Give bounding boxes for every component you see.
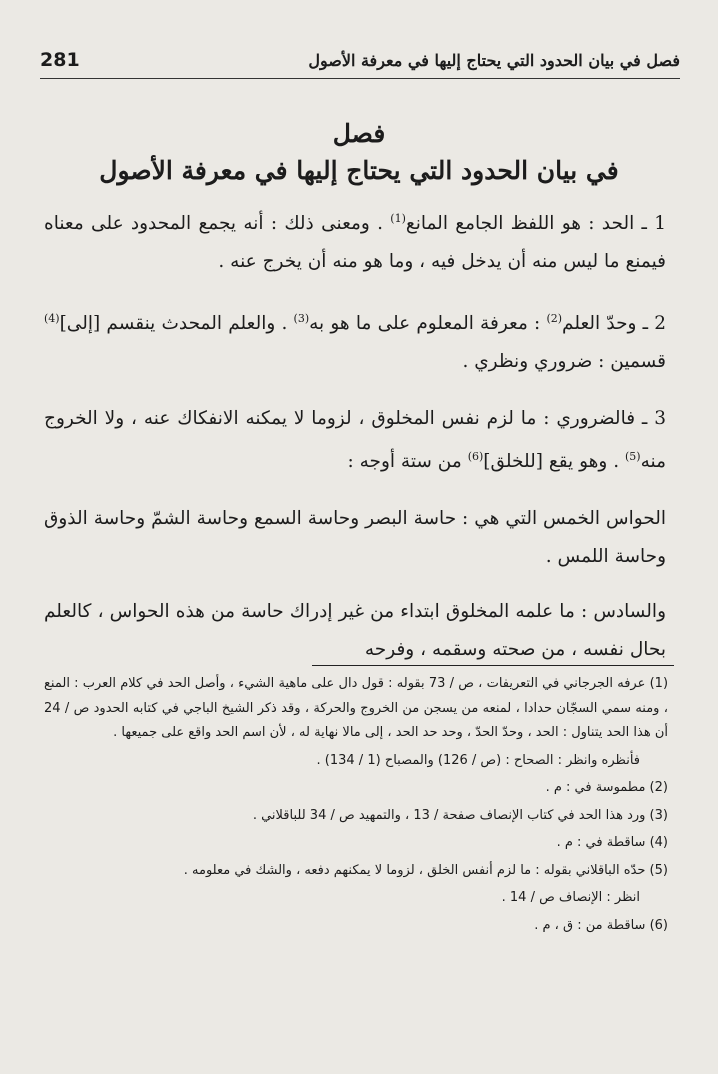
footnote-4: (4) ساقطة في : م . — [556, 835, 668, 850]
footnote-ref: (5) — [624, 449, 641, 463]
paragraph-sixth: والسادس : ما علمه المخلوق ابتداء من غير إدراك حاسة من هذه الحواس ، كالعلم بحال نفسه ، من صحته وسقمه ، وفرحه — [44, 601, 666, 660]
footnote-1-continuation: فأنظره وانظر : الصحاح : (ص / 126) والمصباح (1 / 134) . — [316, 752, 640, 768]
footnote-divider — [312, 665, 674, 666]
paragraph-text: قسمين : ضروري ونظري . — [462, 350, 666, 372]
page-number: 281 — [40, 49, 80, 71]
running-title: فصل في بيان الحدود التي يحتاج إليها في معرفة الأصول — [308, 50, 680, 70]
footnote-3: (3) ورد هذا الحد في كتاب الإنصاف صفحة / 13 ، والتمهيد ص / 34 للباقلاني . — [252, 807, 668, 823]
paragraph-definition — [44, 200, 666, 280]
chapter-title-sub: في بيان الحدود التي يحتاج إليها في معرفة الأصول — [99, 156, 619, 185]
chapter-title-main: فصل — [332, 119, 386, 148]
paragraph-text: 3 ـ فالضروري : ما لزم نفس المخلوق ، لزوما لا يمكنه الانفكاك عنه ، ولا الخروج منه — [44, 408, 666, 472]
footnote-ref: (2) — [546, 312, 563, 326]
body-text — [44, 200, 666, 686]
footnote-ref: (1) — [390, 212, 406, 225]
paragraph-text: . ومعنى ذلك : أنه يجمع المحدود على معناه فيمنع ما ليس منه أن يدخل فيه ، وما هو منه أن يخرج عنه . — [44, 213, 666, 272]
footnote-1: (1) عرفه الجرجاني في التعريفات ، ص / 73 بقوله : قول دال على ماهية الشيء ، وأصل الحد في كلام العرب : المنع ، ومنه سمي السجّان حدادا ، لمنعه من يسجن من الخروج والحركة ، وقد ذكر الشيخ الباجي في كتابه الحدود ص / 24 أن هذا الحد يتناول : الحد ، وحدّ الحدّ ، وحد حد الحد ، إلى مالا نهاية له ، لأن اسم الحد واقع على جميعها . — [44, 676, 669, 740]
footnote-ref: (3) — [293, 312, 310, 326]
footnote-5-continuation: انظر : الإنصاف ص / 14 . — [501, 890, 640, 905]
chapter-title — [40, 118, 678, 188]
footnote-ref: (4) — [44, 312, 60, 326]
footnote-2: (2) مطموسة في : م . — [545, 780, 668, 795]
page-header — [40, 42, 680, 79]
footnote-ref: (6) — [467, 449, 484, 463]
footnote-5: (5) حدّه الباقلاني بقوله : ما لزم أنفس الخلق ، لزوما لا يمكنهم دفعه ، والشك في معلومه . — [183, 862, 668, 878]
footnotes — [44, 672, 668, 941]
paragraph-text: : معرفة المعلوم على ما هو به — [309, 313, 547, 335]
paragraph-necessary — [44, 400, 666, 480]
paragraph-text: 1 ـ الحد : هو اللفظ الجامع المانع — [405, 213, 666, 235]
paragraph-knowledge — [44, 300, 666, 380]
paragraph-text: من ستة أوجه : — [347, 450, 468, 472]
paragraph-text: . وهو يقع [للخلق] — [483, 450, 625, 472]
paragraph-text: . والعلم المحدث ينقسم [إلى] — [59, 313, 294, 335]
paragraph-senses: الحواس الخمس التي هي : حاسة البصر وحاسة السمع وحاسة الشمّ وحاسة الذوق وحاسة اللمس . — [44, 508, 666, 567]
paragraph-text: 2 ـ وحدّ العلم — [562, 313, 667, 335]
footnote-6: (6) ساقطة من : ق ، م . — [534, 917, 668, 933]
